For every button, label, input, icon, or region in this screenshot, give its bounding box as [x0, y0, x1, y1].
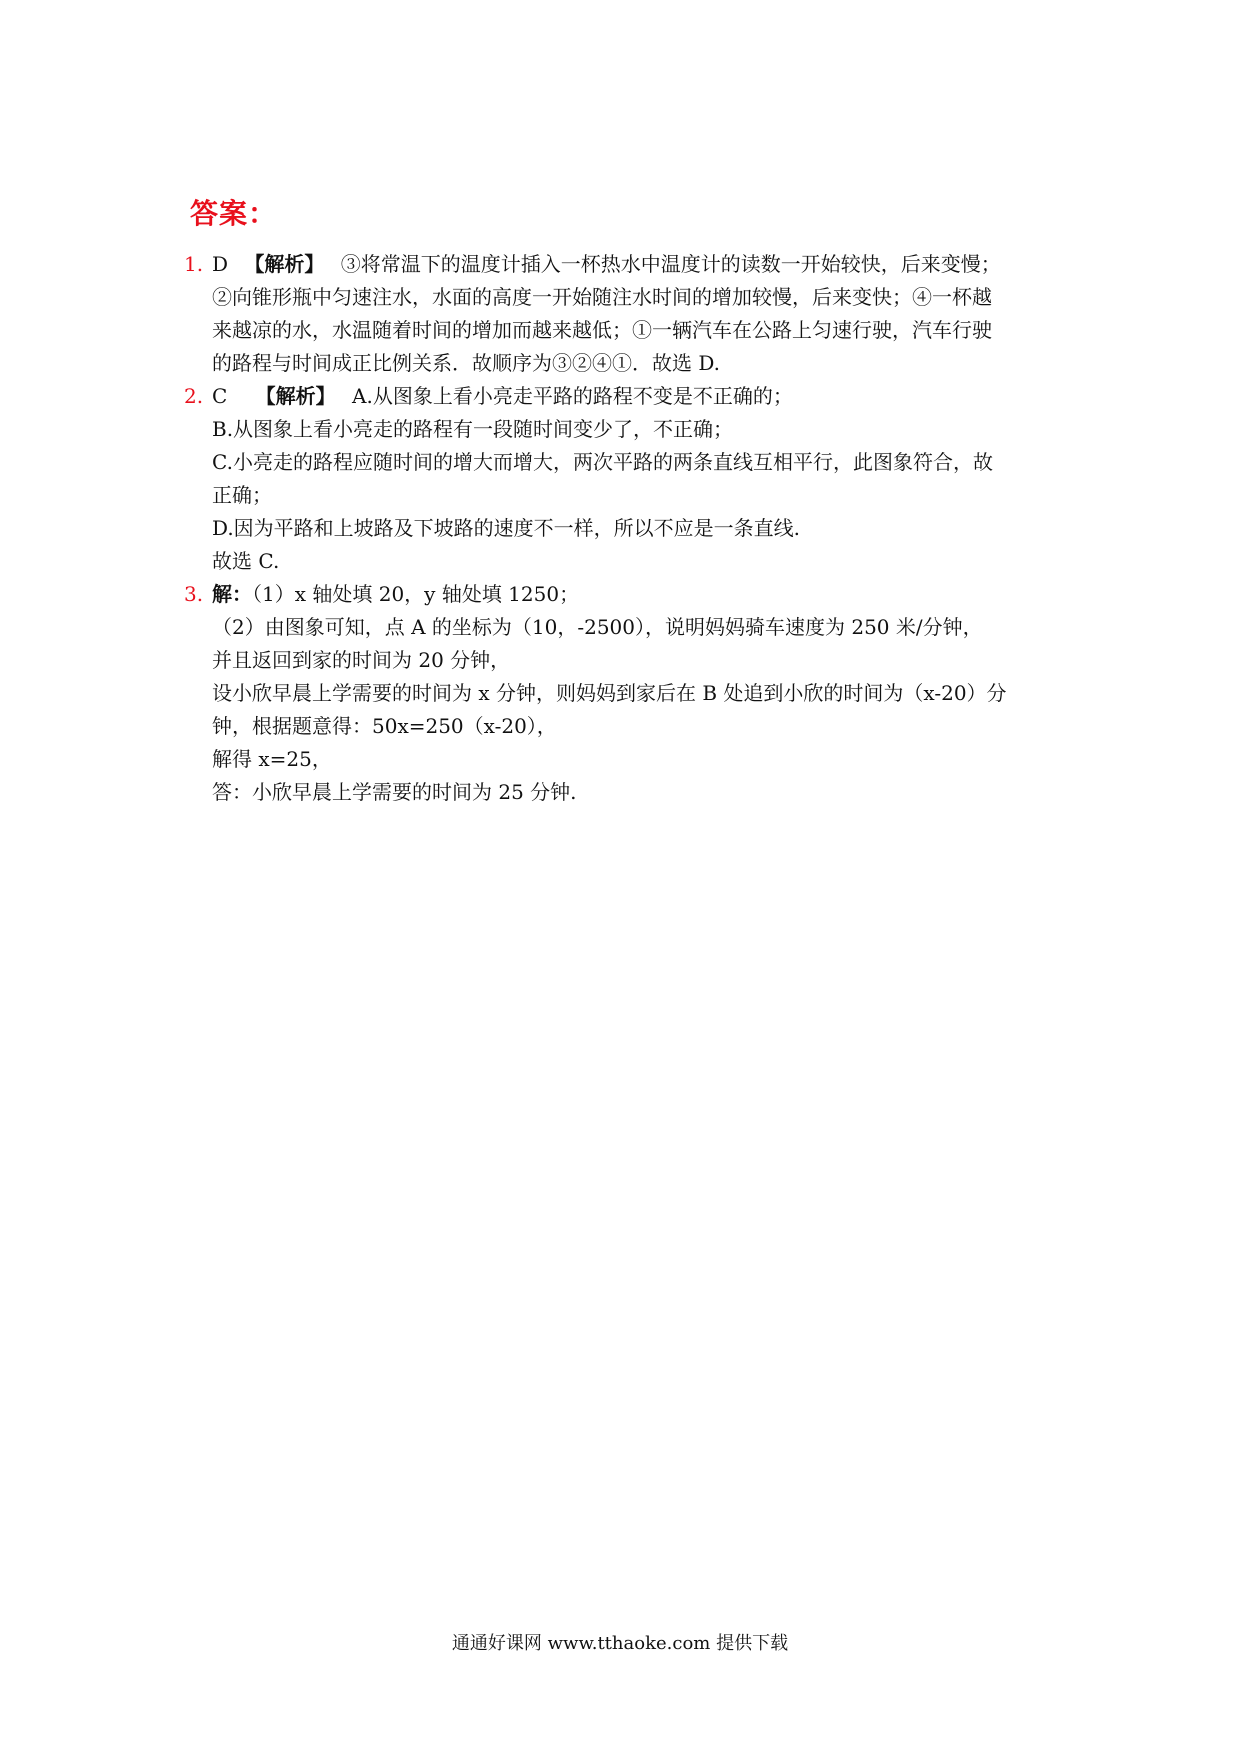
- answer-line: 的路程与时间成正比例关系．故顺序为③②④①．故选 D.: [212, 351, 721, 375]
- answer-line: 设小欣早晨上学需要的时间为 x 分钟，则妈妈到家后在 B 处追到小欣的时间为（x-20）分: [212, 681, 1007, 705]
- answer-choice: C: [212, 384, 228, 408]
- analysis-tag: 【解析】: [255, 384, 336, 408]
- answer-line: [212, 380, 1070, 413]
- answer-line: [212, 578, 1070, 611]
- answer-line: 并且返回到家的时间为 20 分钟，: [212, 648, 511, 672]
- answer-line: D.因为平路和上坡路及下坡路的速度不一样，所以不应是一条直线.: [212, 516, 801, 540]
- answer-line: 解得 x=25，: [212, 747, 332, 771]
- answers-heading: 答案：: [190, 197, 278, 230]
- answer-line: 钟，根据题意得：50x=250（x-20），: [212, 714, 557, 738]
- answer-2: [184, 380, 1070, 578]
- answer-1: [184, 248, 1070, 380]
- answer-line: 来越凉的水，水温随着时间的增加而越来越低；①一辆汽车在公路上匀速行驶，汽车行驶: [212, 318, 992, 342]
- page-footer: 通通好课网 www.tthaoke.com 提供下载: [451, 1633, 789, 1654]
- answer-text: （1）x 轴处填 20，y 轴处填 1250；: [252, 582, 580, 606]
- answer-line: C.小亮走的路程应随时间的增大而增大，两次平路的两条直线互相平行，此图象符合，故: [212, 450, 993, 474]
- answer-number: 1.: [184, 252, 204, 276]
- answer-number: 2.: [184, 384, 204, 408]
- answer-line: B.从图象上看小亮走的路程有一段随时间变少了，不正确；: [212, 417, 734, 441]
- answer-text: ③将常温下的温度计插入一杯热水中温度计的读数一开始较快，后来变慢；: [340, 252, 1001, 276]
- answer-line: 故选 C.: [212, 549, 280, 573]
- answer-number: 3.: [184, 582, 204, 606]
- answer-3: [184, 578, 1070, 809]
- answer-line: 正确；: [212, 483, 272, 507]
- analysis-tag: 【解析】: [244, 252, 325, 276]
- answer-text: A.从图象上看小亮走平路的路程不变是不正确的；: [352, 384, 793, 408]
- answer-line: 答：小欣早晨上学需要的时间为 25 分钟.: [212, 780, 577, 804]
- answer-line: （2）由图象可知，点 A 的坐标为（10，-2500），说明妈妈骑车速度为 250 米/分钟，: [212, 615, 983, 639]
- solution-tag: 解：: [212, 582, 252, 606]
- answer-choice: D: [212, 252, 229, 276]
- answers-list: [184, 248, 1070, 809]
- answer-line: ②向锥形瓶中匀速注水，水面的高度一开始随注水时间的增加较慢，后来变快；④一杯越: [212, 285, 992, 309]
- answer-line: [212, 248, 1070, 281]
